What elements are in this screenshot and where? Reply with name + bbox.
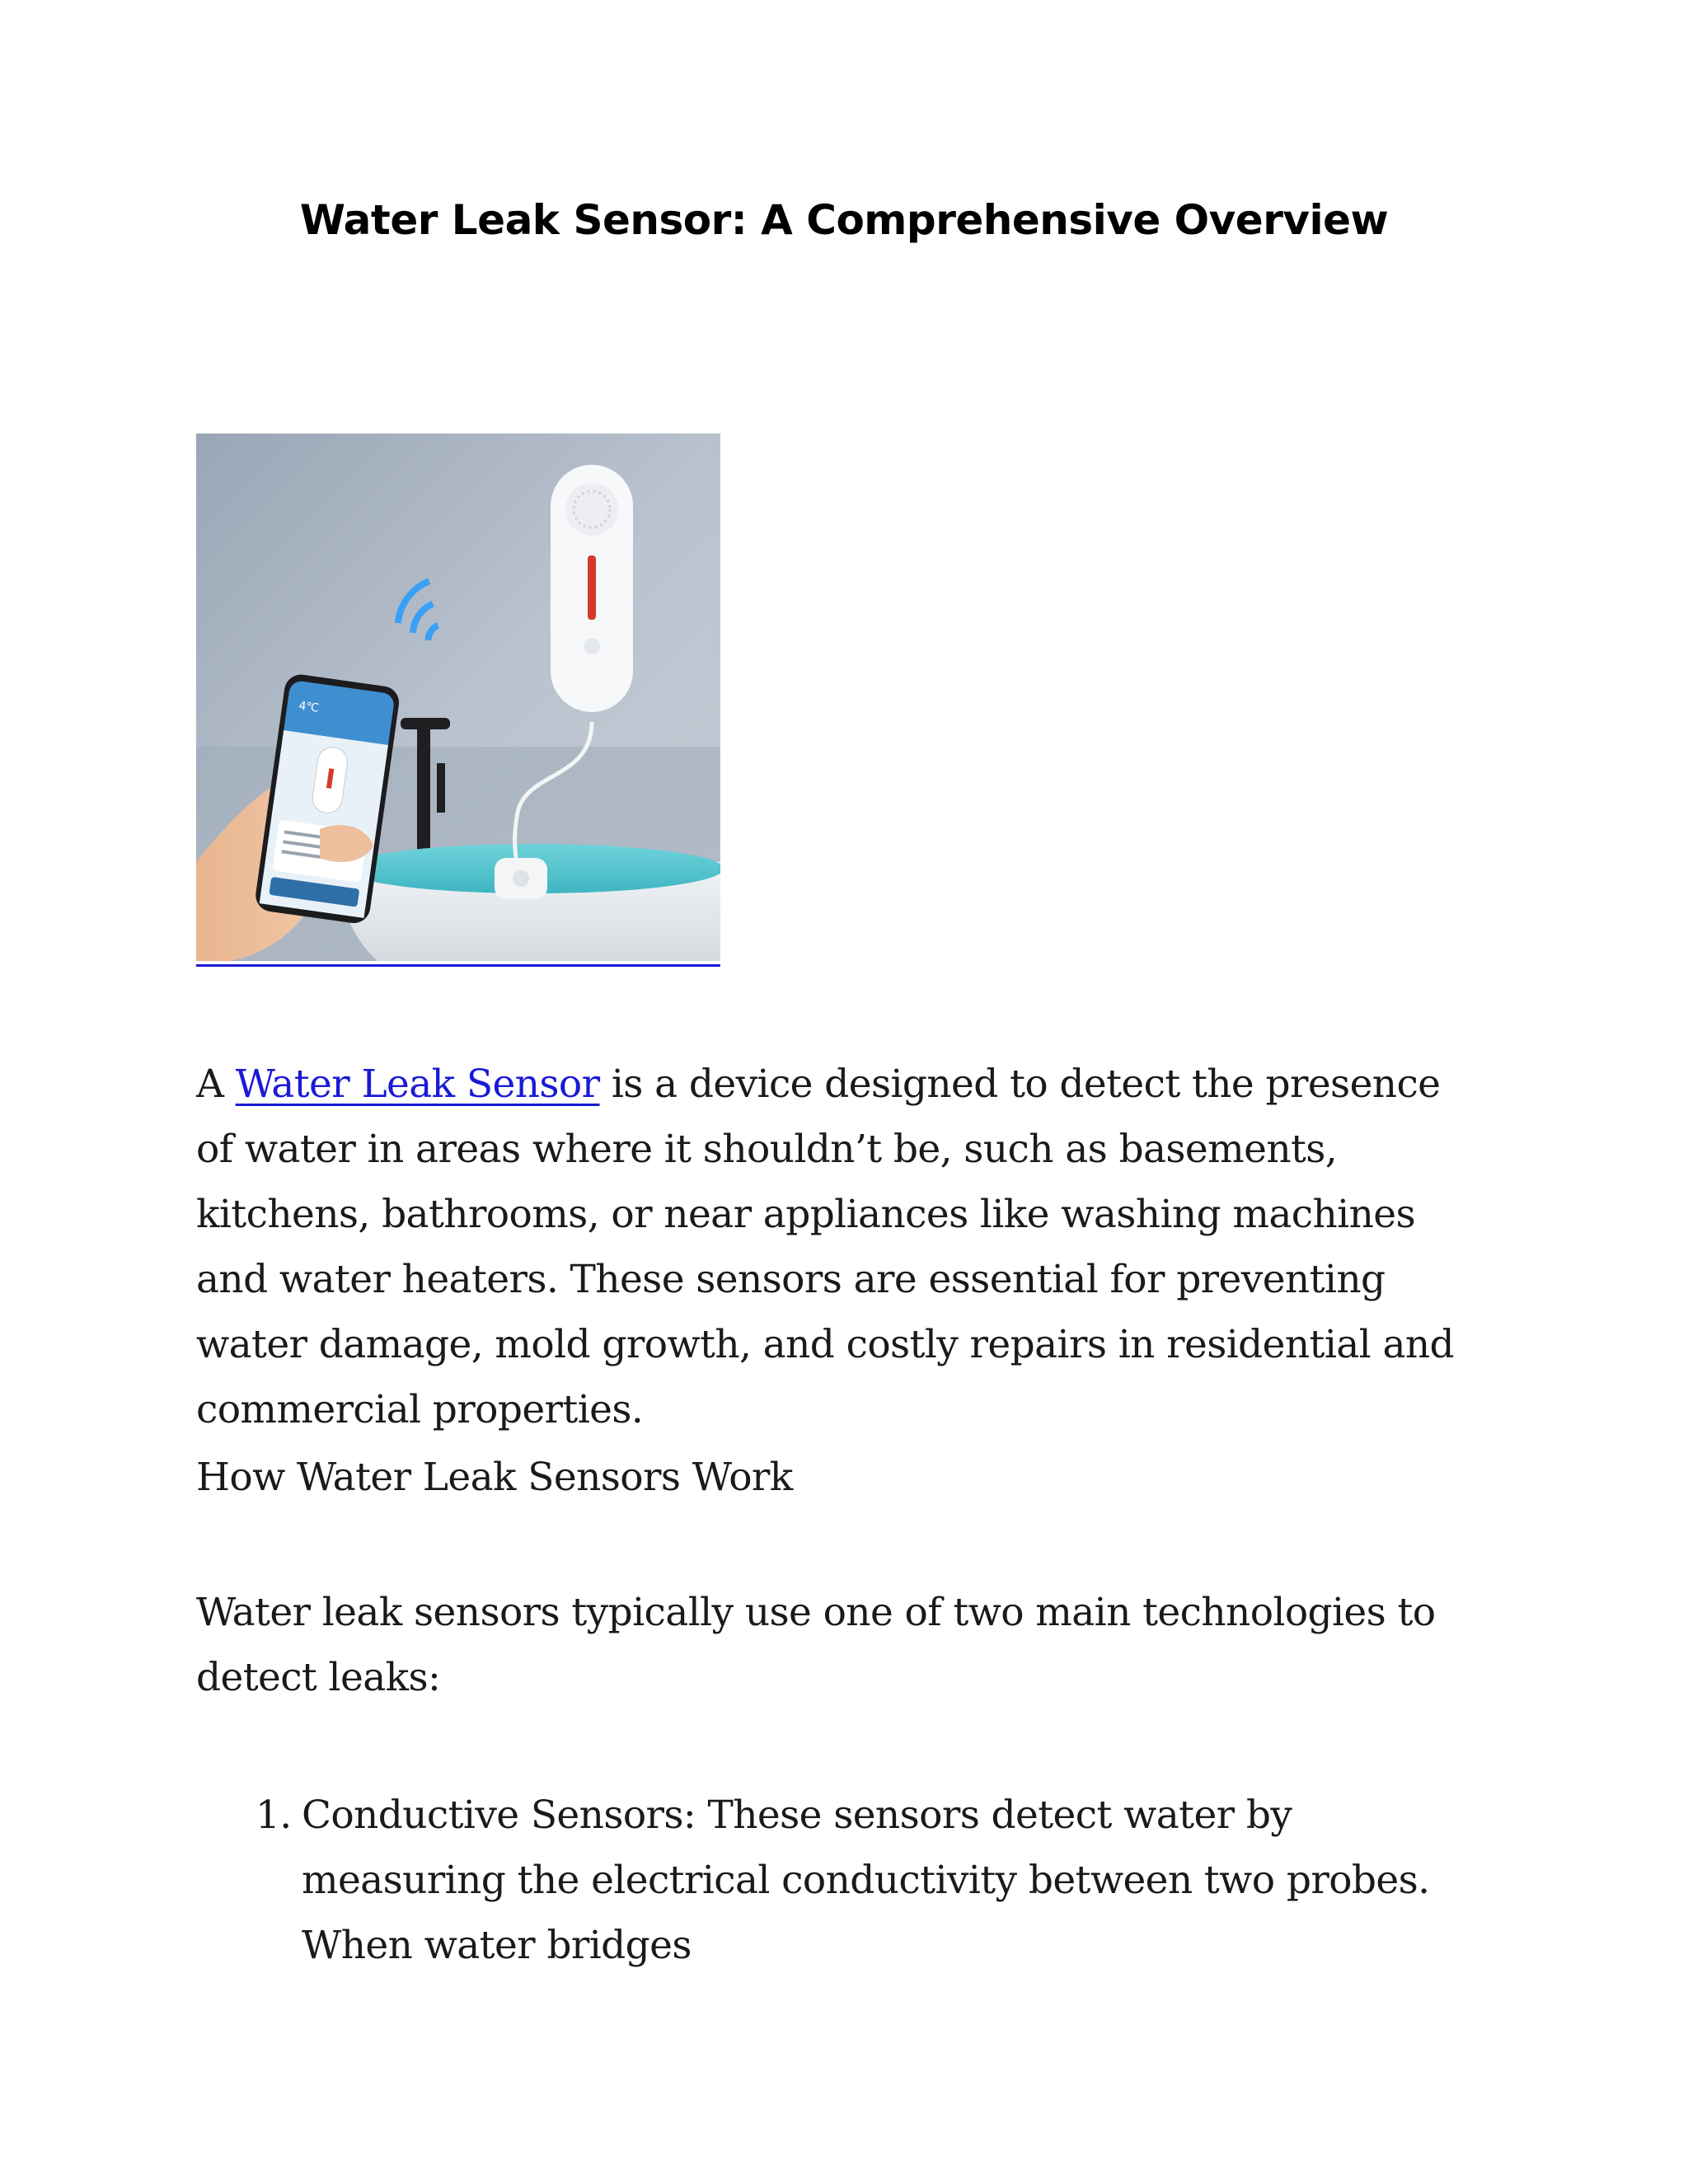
water-leak-sensor-link[interactable]: Water Leak Sensor	[235, 1062, 600, 1107]
list-item	[256, 1783, 1484, 1978]
product-image	[196, 434, 720, 961]
section-heading: How Water Leak Sensors Work	[196, 1455, 793, 1500]
list-item-number: 1.	[256, 1793, 292, 1838]
svg-text:4℃: 4℃	[298, 699, 321, 715]
list-item-text: Conductive Sensors: These sensors detect water by measuring the electrical conductivity between two probes. When water bridges	[302, 1793, 1430, 1968]
page-title: Water Leak Sensor: A Comprehensive Overview	[299, 196, 1389, 244]
product-image-link[interactable]	[196, 434, 720, 967]
technology-list	[256, 1783, 1484, 1978]
section-paragraph: Water leak sensors typically use one of two main technologies to detect leaks:	[196, 1590, 1436, 1700]
intro-prefix: A	[196, 1062, 236, 1107]
intro-paragraph	[196, 1052, 1482, 1442]
intro-body: is a device designed to detect the presence of water in areas where it shouldn’t be, such as basements, kitchens, bathrooms, or near appliances like washing machines and water heaters. These sensors are essential for preventing water damage, mold growth, and costly repairs in residential and commercial properties.	[196, 1062, 1455, 1432]
